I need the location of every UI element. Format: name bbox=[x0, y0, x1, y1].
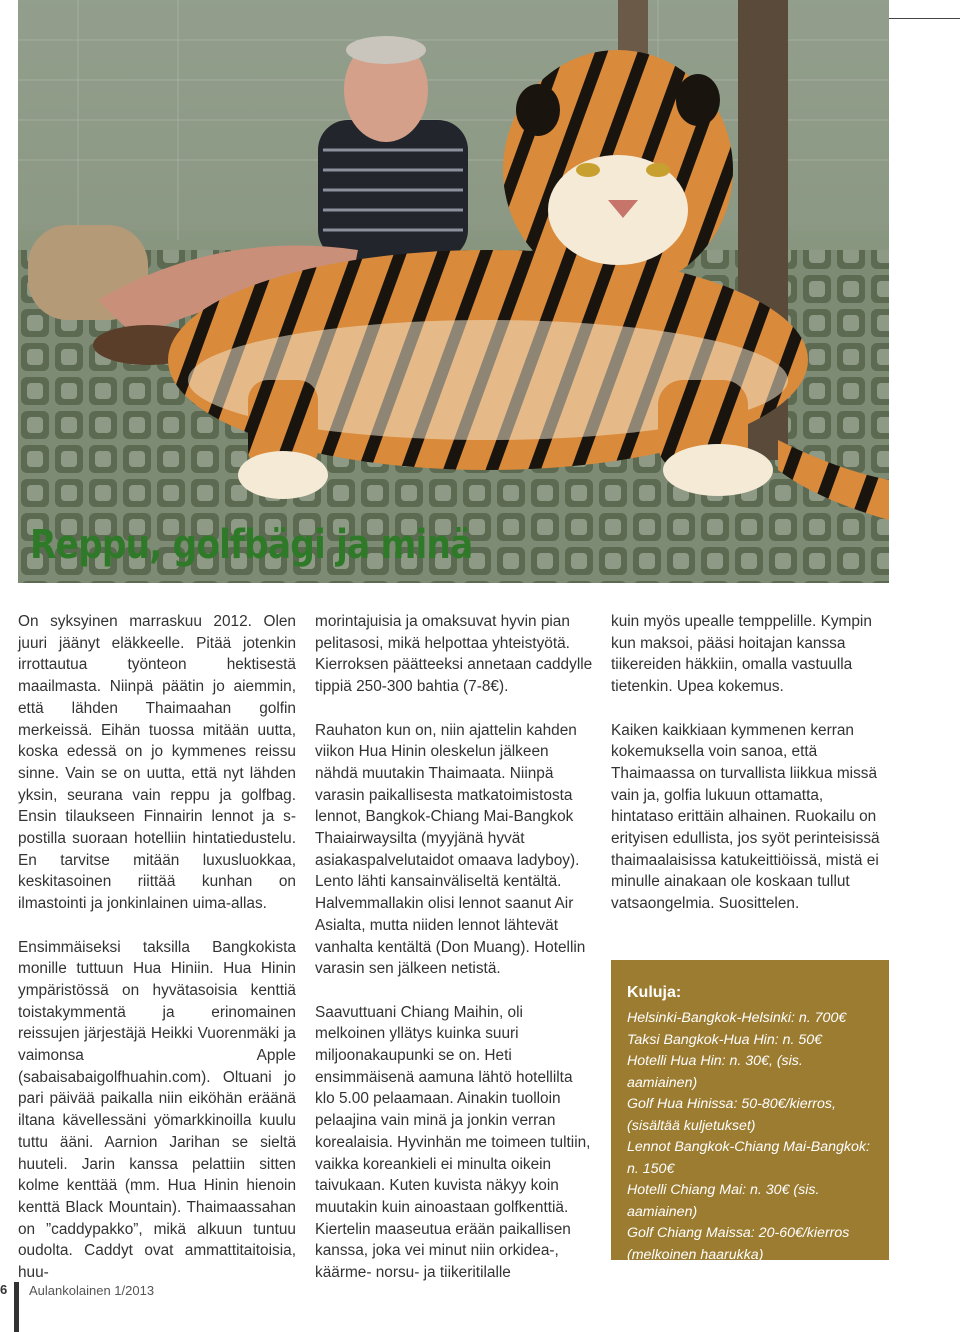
footer-bar bbox=[14, 1282, 19, 1332]
paragraph: Kaiken kaikkiaan kymmenen kerran kokemuksella voin sanoa, että Thaimaassa on turvallista liikkua missä vain ja, golfia lukuun ottamatta, hintataso erittäin alhainen. Ruokailu on erityisen edullista, jos syöt perinteisissä thaimaalaisissa katukeittiöissä, mistä ei minulle ainakaan ole koskaan tullut vatsaongelmia. Suosittelen. bbox=[611, 721, 880, 913]
paragraph: morintajuisia ja omaksuvat hyvin pian pelitasosi, mikä helpottaa yhteistyötä. Kierroksen päätteeksi annetaan caddylle tippiä 250-300 bahtia (7-8€). bbox=[315, 613, 593, 696]
article-column-3 bbox=[611, 611, 889, 937]
paragraph: Saavuttuani Chiang Maihin, oli melkoinen yllätys kuinka suuri miljoonakaupunki se on. Heti ensimmäisenä aamuna lähtö hotellilta klo 5.00 pelaamaan. Ainakin tuolloin pelaajina vain minä ja jonkin verran korealaisia. Hyvinhän me toimeen tultiin, vaikka koreankieli ei minulta oikein taivukaan. Kuten kuvista näkyy koin muutakin kuin ainoastaan golfkenttiä. Kiertelin maaseutua erään paikallisen kanssa, joka vei minut niin orkidea-, käärme- norsu- ja tiikeritilalle bbox=[315, 1003, 591, 1282]
magazine-name: Aulankolainen 1/2013 bbox=[29, 1283, 155, 1298]
paragraph: Rauhaton kun on, niin ajattelin kahden viikon Hua Hinin oleskelun jälkeen nähdä muutakin Thaimaata. Niinpä varasin paikallisesta matkatoimistosta lennot, Bangkok-Chiang Mai-Bangkok Thaiairwaysilta (myyjänä hyvät asiakaspalvelutaidot omaava ladyboy). Lento lähti kansainväliseltä kentältä. Halvemmallakin olisi lennot saanut Air Asialta, mutta niiden lennot lähtevät vanhalta kentältä (Don Muang). Hotellin varasin sen jälkeen netistä. bbox=[315, 721, 586, 978]
cost-item: Golf Hua Hinissa: 50-80€/kierros, (sisältää kuljetukset) bbox=[627, 1096, 836, 1134]
article-title: Reppu, golfbägi ja minä bbox=[30, 522, 473, 568]
costs-box bbox=[611, 960, 889, 1263]
cost-item: Hotelli Chiang Mai: n. 30€ (sis. aamiainen) bbox=[627, 1182, 820, 1220]
paragraph: Ensimmäiseksi taksilla Bangkokista monille tuttuun Hua Hiniin. Hua Hinin ympäristössä on hyvätasoisia kenttiä toistakymmentä ja erinomainen reissujen järjestäjä Heikki Vuorenmäki ja vaimonsa Apple (sabaisabaigolfhuahin.com). Oltuani jo pari päivää paikalla niin eiköhän eräänä iltana kävellessäni yömarkkinoilla kuulu tuttu ääni. Aarnion Jarihan se sieltä huuteli. Jarin kanssa pelattiin sitten kolme kenttää (mm. Hua Hinin hienoin kenttä Black Mountain). Thaimaassahan on ”caddypakko”, mikä alkuun tuntuu oudolta. Caddyt ovat ammattitaitoisia, huu- bbox=[18, 938, 296, 1282]
page-footer bbox=[0, 1276, 200, 1332]
cost-item: Golf Chiang Maissa: 20-60€/kierros (melkoinen haarukka) bbox=[627, 1225, 850, 1263]
costs-heading: Kuluja: bbox=[627, 984, 682, 1001]
cost-item: Taksi Bangkok-Hua Hin: n. 50€ bbox=[627, 1031, 823, 1048]
cost-item: Hotelli Hua Hin: n. 30€, (sis. aamiainen) bbox=[627, 1053, 803, 1091]
page-number: 6 bbox=[0, 1282, 8, 1297]
costs-list bbox=[627, 1008, 873, 1266]
cost-item: Helsinki-Bangkok-Helsinki: n. 700€ bbox=[627, 1010, 847, 1026]
tiger-photo bbox=[18, 0, 889, 583]
paragraph: kuin myös upealle temppelille. Kympin kun maksoi, pääsi hoitajan kanssa tiikereiden häkkiin, omalla vastuulla tietenkin. Upea kokemus. bbox=[611, 613, 872, 696]
cost-item: Lennot Bangkok-Chiang Mai-Bangkok: n. 150€ bbox=[627, 1139, 870, 1177]
article-column-2 bbox=[315, 611, 593, 1305]
article-column-1 bbox=[18, 611, 296, 1305]
paragraph: On syksyinen marraskuu 2012. Olen juuri jäänyt eläkkeelle. Pitää jotenkin irrottautua työnteon hektisestä maailmasta. Niinpä päätin jo aiemmin, että lähden Thaimaahan golfin merkeissä. Eihän tuossa mitään uutta, koska edessä on jo kymmenes reissu sinne. Vain se on uutta, että nyt lähden yksin, seurana vain reppu ja golfbag. Ensin tilaukseen Finnairin lennot ja s-postilla suoraan hotelliin hintatiedustelu. En tarvitse mitään luxusluokkaa, keskitasoinen riittää kunhan on ilmastointi ja jonkinlainen uima-allas. bbox=[18, 613, 296, 913]
